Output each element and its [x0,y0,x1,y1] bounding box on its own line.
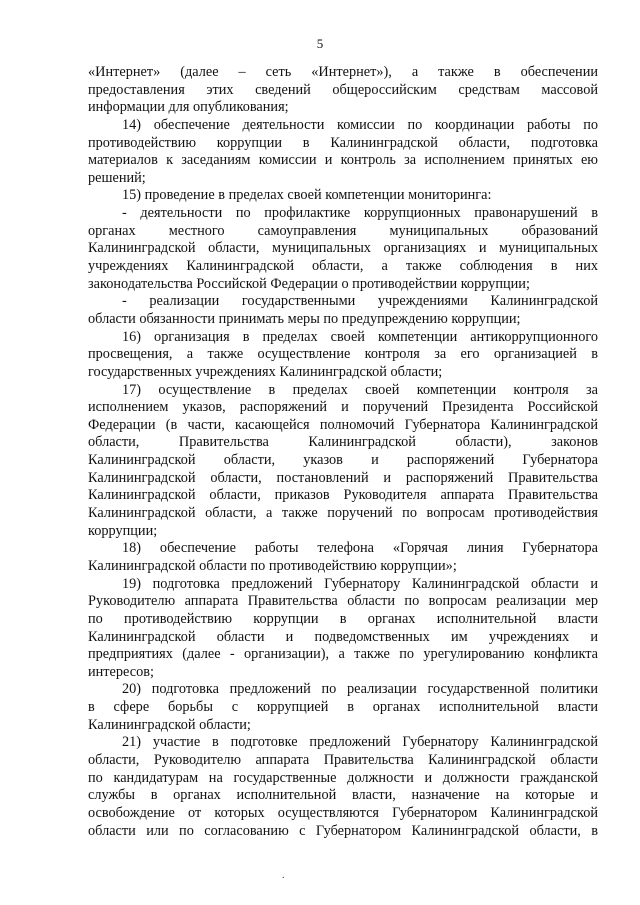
text-line: органах местного самоуправления муниципальных образований [88,222,598,239]
text-line: по противодействию коррупции в органах исполнительной власти [88,610,598,627]
scan-mark: . [282,870,285,881]
text-line: просвещения, а также осуществление контроля за его организацией в [88,346,598,363]
text-line: Калининградской области, а также поручений по вопросам противодействия [88,505,598,522]
text-line: Федерации (в части, касающейся полномочий Губернатора Калининградской [88,416,598,433]
text-line: материалов к заседаниям комиссии и контроль за исполнением принятых ею [88,152,598,169]
text-line: 15) проведение в пределах своей компетенции мониторинга: [122,187,492,204]
page-number: 5 [316,36,324,51]
text-line: предприятиях (далее - организации), а также по урегулированию конфликта [88,646,598,663]
text-line: законодательства Российской Федерации о противодействии коррупции; [88,275,530,292]
text-line: - реализации государственными учреждениями Калининградской [122,293,598,310]
text-line: решений; [88,169,146,186]
text-line: освобождение от которых осуществляются Губернатором Калининградской [88,804,598,821]
text-line: коррупции; [88,522,158,539]
text-line: 17) осуществление в пределах своей компетенции контроля за [122,381,598,398]
text-line: 19) подготовка предложений Губернатору Калининградской области и [122,575,598,592]
text-line: Калининградской области, указов и распоряжений Губернатора [88,452,598,469]
text-line: 14) обеспечение деятельности комиссии по координации работы по [122,116,598,133]
text-line: 18) обеспечение работы телефона «Горячая линия Губернатора [122,540,598,557]
text-line: по кандидатурам на государственные должности и должности гражданской [88,769,598,786]
text-line: информации для опубликования; [88,99,289,116]
text-line: предоставления этих сведений общероссийским средствам массовой [88,81,598,98]
text-line: Калининградской области; [88,716,251,733]
text-line: «Интернет» (далее – сеть «Интернет»), а также в обеспечении [88,64,598,80]
text-line: области, Правительства Калининградской области), законов [88,434,598,451]
text-line: службы в органах исполнительной власти, назначение на которые и [88,787,598,804]
text-line: противодействию коррупции в Калининградской области, подготовка [88,134,598,151]
text-line: 16) организация в пределах своей компетенции антикоррупционного [122,328,598,345]
text-line: 20) подготовка предложений по реализации государственной политики [122,681,598,698]
text-line: Калининградской области и подведомственных им учреждениях и [88,628,598,645]
text-line: исполнением указов, распоряжений и поручений Президента Российской [88,399,598,416]
text-line: Руководителю аппарата Правительства области по вопросам реализации мер [88,593,598,610]
text-line: государственных учреждениях Калининградской области; [88,363,443,380]
text-line: 21) участие в подготовке предложений Губернатору Калининградской [122,734,598,751]
document-body [88,64,598,840]
text-line: учреждениях Калининградской области, а также соблюдения в них [88,258,598,275]
text-line: в сфере борьбы с коррупцией в органах исполнительной власти [88,699,598,716]
text-line: интересов; [88,663,154,680]
text-line: - деятельности по профилактике коррупционных правонарушений в [122,205,598,222]
text-line: области, Руководителю аппарата Правительства Калининградской области [88,751,598,768]
text-line: Калининградской области по противодействию коррупции»; [88,557,457,574]
text-line: Калининградской области, муниципальных организациях и муниципальных [88,240,598,257]
text-line: Калининградской области, постановлений и распоряжений Правительства [88,469,598,486]
text-line: Калининградской области, приказов Руководителя аппарата Правительства [88,487,598,504]
text-line: области обязанности принимать меры по предупреждению коррупции; [88,310,521,327]
text-line: области или по согласованию с Губернатором Калининградской области, в [88,822,598,839]
